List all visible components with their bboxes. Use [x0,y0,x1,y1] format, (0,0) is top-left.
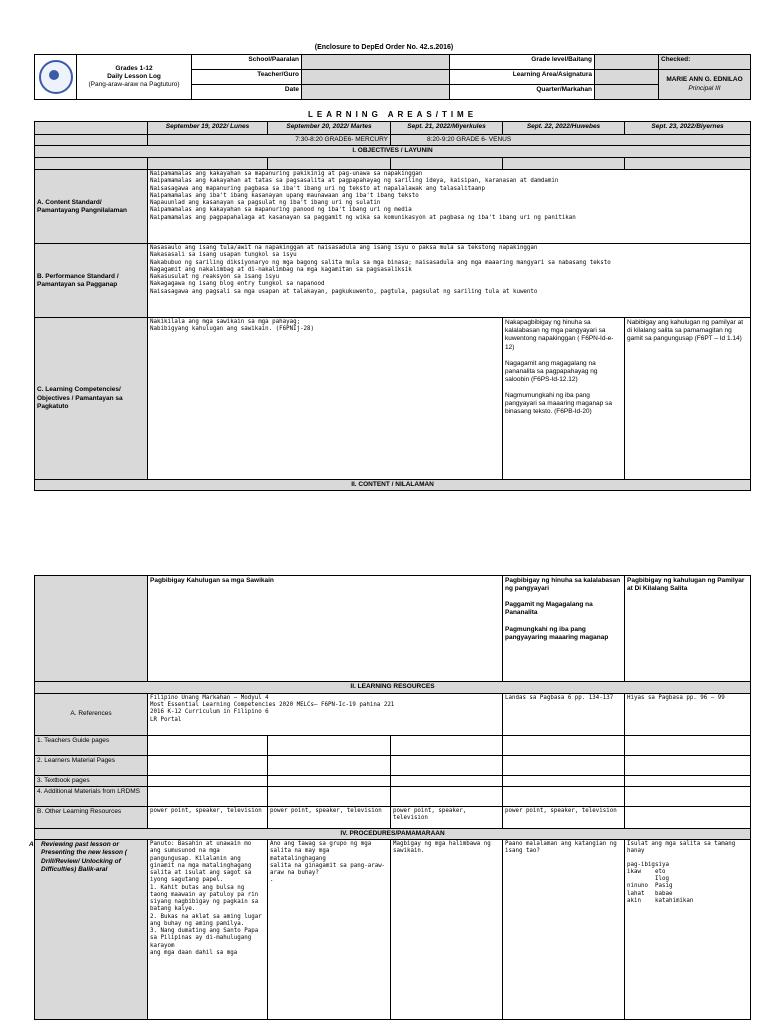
checker-name: MARIE ANN G. EDNILAO [666,76,743,84]
procedures-title: IV. PROCEDURES/PAMAMARAAN [35,829,751,840]
word-row [627,862,748,869]
review-friday-intro: Isulat ang mga salita sa tamang hanay [627,841,736,855]
competency-item: Nagagamit ang magagalang na pananalita sa pagpapahayag ng saloobin (F6PS-Id-12.12) [505,359,598,383]
day-tuesday: September 20, 2022/ Martes [268,122,391,135]
performance-standard-item: Nagagamit ang nakalimbag at di-nakalimbag na mga kagamitan sa pagsasaliksik [150,266,412,273]
references-monday [148,694,503,736]
content-friday: Pagbibigay ng kahulugan ng Pamilyar at Di Kilalang Salita [625,576,751,682]
review-item: Ano ang tawag sa grupo ng mga salita na may mga matatalinghagang [270,841,372,862]
review-label-text: Reviewing past lesson or Presenting the new lesson ( Drill/Review/ Unlocking of Difficulties) Balik-aral [41,841,127,873]
grades-text: Grades 1-12 [115,64,153,72]
performance-standard-item: Nakabubuo ng sariling diksiyonaryo ng mga bagong salita mula sa mga binasa; naisasadula ang mga maaaring mangyari sa nabasang teksto [150,259,611,266]
learning-area-label: Learning Area/Asignatura [450,70,595,85]
log-title: Daily Lesson Log [107,72,161,80]
row-number: 3. [37,777,43,784]
competency-item: Nabibigyang kahulugan ang sawikain. (F6PNIj-28) [150,326,315,333]
review-wednesday: Magbigay ng mga halimbawa ng sawikain. [391,840,503,1020]
word-row [627,876,748,890]
row-label: Textbook pages [44,777,90,784]
day-wednesday: Sept. 21, 2022/Miyerkules [391,122,503,135]
log-subtitle: (Pang-araw-araw na Pagtuturo) [88,81,180,89]
grade-level-label: Grade level/Baitang [450,55,595,70]
header-table [34,54,751,100]
content-item: Pagbibigay ng hinuha sa kalalabasan ng pangyayari [505,577,621,593]
content-monday: Pagbibigay Kahulugan sa mga Sawikain [148,576,503,682]
review-item: 2. Bukas na aklat sa aming lugar ang buhay ng aming pamilya. [150,913,262,927]
word: eto [655,868,666,875]
word: Ilog Pasig [655,876,673,890]
additional-materials-label [35,787,148,807]
row-label: Teachers Guide pages [44,737,110,744]
quarter-value[interactable] [595,85,659,100]
row-number: 1. [37,737,43,744]
content-standard-item: Naipamamalas ang iba't ibang kasanayan upang maunawaan ang iba't ibang teksto [150,192,419,199]
content-item: Pagmungkahi ng iba pang pangyayaring maaaring maganap [505,625,609,641]
day-header-blank [35,122,148,135]
school-value[interactable] [302,55,450,70]
word: akin [627,897,641,904]
competencies-friday: Nabibigay ang kahulugan ng pamilyar at di kilalang salita sa pamamagitan ng gamit sa pangungusap (F6PT – Id 1.14) [625,318,751,480]
competencies-thursday [503,318,625,480]
teachers-guide-label [35,736,148,756]
reference-item: 2016 K-12 Curriculum in Filipino 6 [150,709,269,716]
day-monday: September 19, 2022/ Lunes [148,122,268,135]
competency-item: Nakapagbibigay ng hinuha sa kalalabasan ng mga pangyayari sa kuwentong napakinggan ( F6PN-Id-e-12) [505,319,614,351]
content-standard-item: Naipamamalas ang kakayahan sa mapanuring panood ng iba't ibang uri ng media [150,207,412,214]
quarter-label: Quarter/Markahan [450,85,595,100]
review-item: salita na ginagamit sa pang-araw-araw na buhay? [270,862,386,877]
textbook-pages-label [35,776,148,787]
review-item: 3. Nang dumating ang Santo Papa sa Pilipinas ay di-mahulugang karayom [150,928,259,949]
performance-standard-item: Nakagagawa ng isang blog entry tungkol sa napanood [150,281,325,288]
checked-label: Checked: [659,55,751,70]
word: ninuno [627,883,648,890]
performance-standard-cell [148,244,751,318]
performance-standard-label: B. Performance Standard / Pamantayan sa Pagganap [35,244,148,318]
learning-area-value[interactable] [595,70,659,85]
content-standard-item: Naipamamalas ang pagpapahalaga at kasanayan sa paggamit ng wika sa komunikasyon at pagbasa ng iba't ibang uri ng panitikan [150,214,576,221]
performance-standard-item: Nakasusulat ng reaksyon sa isang isyu [150,274,280,281]
areas-time-title: LEARNING AREAS/TIME [308,110,478,119]
word-row [627,898,748,905]
other-resources-tuesday: power point, speaker, television [268,807,391,829]
competencies-label: C. Learning Competencies/ Objectives / Pamantayan sa Pagkatuto [35,318,148,480]
content-title: II. CONTENT / NILALAMAN [35,480,751,491]
resources-title: II. LEARNING RESOURCES [35,682,751,694]
other-resources-label: B. Other Learning Resources [35,807,148,829]
competency-item: Nagmumungkahi ng iba pang pangyayari sa maaaring maganap sa binasang teksto. (F6PB-Id-20) [505,392,612,416]
word: lahat [627,890,645,897]
content-item: Paggamit ng Magagalang na Pananalita [505,601,593,617]
content-standard-item: Napauunlad ang kasanayan sa pagsulat ng iba't ibang uri ng sulatin [150,200,381,207]
reference-item: Filipino Unang Markahan – Modyul 4 [150,695,269,701]
reference-item: LR Portal [150,716,182,723]
teacher-label: Teacher/Guro [192,70,302,85]
review-tuesday [268,840,391,1020]
row-label: Learners Material Pages [44,757,116,764]
review-label: A Reviewing past lesson or Presenting the new lesson ( Drill/Review/ Unlocking of Difficulties) Balik-aral [35,840,148,1020]
performance-standard-item: Nakasasali sa isang usapan tungkol sa isyu [150,252,297,259]
content-standard-item: Naisasagawa ang mapanuring pagbasa sa iba't ibang uri ng teksto at napalalawak ang talasalitaanp [150,185,486,192]
deped-seal-icon [39,60,73,94]
content-standard-label: A. Content Standard/ Pamantayang Pangnilalaman [35,170,148,244]
day-friday: Sept. 23, 2022/Biyernes [625,122,751,135]
row-label: Additional Materials from LRDMS [43,788,140,796]
date-label: Date [192,85,302,100]
schedule-slot1: 7:30-8:20 GRADE6- MERCURY [148,135,391,146]
objectives-title: I. OBJECTIVES / LAYUNIN [35,146,751,158]
teacher-value[interactable] [302,70,450,85]
enclosure-note: (Enclosure to DepEd Order No. 42.s.2016) [314,44,454,51]
other-resources-thursday: power point, speaker, television [503,807,625,829]
word-row [627,869,748,876]
content-standard-item: Naipamamalas ang kakayahan at tatas sa pagsasalita at pagpapahayag ng sariling ideya, kaisipan, karanasan at damdamin [150,178,559,185]
checker-title: Principal III [688,84,721,92]
review-item: . [270,877,274,884]
other-resources-monday: power point, speaker, television [148,807,268,829]
word: pag-ibig [627,861,655,868]
review-item: ang mga daan dahil sa mga [150,949,238,956]
word-row [627,891,748,898]
schedule-slot2: 8:20-9:20 GRADE 6- VENUS [391,135,751,146]
deped-seal [35,55,77,100]
school-label: School/Paaralan [192,55,302,70]
day-thursday: Sept. 22, 2022/Huwebes [503,122,625,135]
competency-item: Nakikilala ang mga sawikain sa mga pahayag; [150,319,301,326]
other-resources-wednesday: power point, speaker, television [391,807,503,829]
lesson-log-table-part2 [29,575,751,1020]
word: katahimikan [655,897,694,904]
content-standard-item: Naipamamalas ang kakayahan sa mapanuring pakikinig at pag-unawa sa napakinggan [150,171,423,178]
review-friday [625,840,751,1020]
references-thursday: Landas sa Pagbasa 6 pp. 134-137 [503,694,625,736]
reference-item: Most Essential Learning Competencies 2020 MELCs– F6PN-Ic-19 pahina 221 [150,702,395,709]
lesson-log-table-part1 [34,109,751,491]
review-item: Panuto: Basahin at unawain mo ang sumusunod na mga pangungusap. Kilalanin ang ginamit na mga matalinghagang salita at isulat ang sagot sa iyong sagutang papel. [150,841,252,884]
log-title-block [77,55,192,100]
word: siya [655,861,669,868]
row-number: 4. [37,788,43,796]
word: ikaw [627,868,641,875]
content-thursday [503,576,625,682]
content-standard-cell [148,170,751,244]
checker-block [659,70,751,100]
performance-standard-item: Naisasagawa ang pagsali sa mga usapan at talakayan, pagkukuwento, pagtula, pagsulat ng sariling tula at kuwento [150,288,538,295]
references-label: A. References [35,694,148,736]
date-value[interactable] [302,85,450,100]
performance-standard-item: Nasasaulo ang isang tula/awit na napakinggan at naisasadula ang isang isyu o paksa mula sa tekstong napakinggan [150,245,538,252]
word: babae [655,890,673,897]
grade-level-value[interactable] [595,55,659,70]
review-monday [148,840,268,1020]
review-thursday: Paano malalaman ang katangian ng isang tao? [503,840,625,1020]
competencies-monday [148,318,503,480]
learners-material-label [35,756,148,776]
row-number: 2. [37,757,43,764]
references-friday: Hiyas sa Pagbasa pp. 96 – 99 [625,694,751,736]
review-item: 1. Kahit butas ang bulsa ng taong maawain ay patuloy pa rin siyang nagbibigay ng pagkain sa batang kalye. [150,884,259,913]
